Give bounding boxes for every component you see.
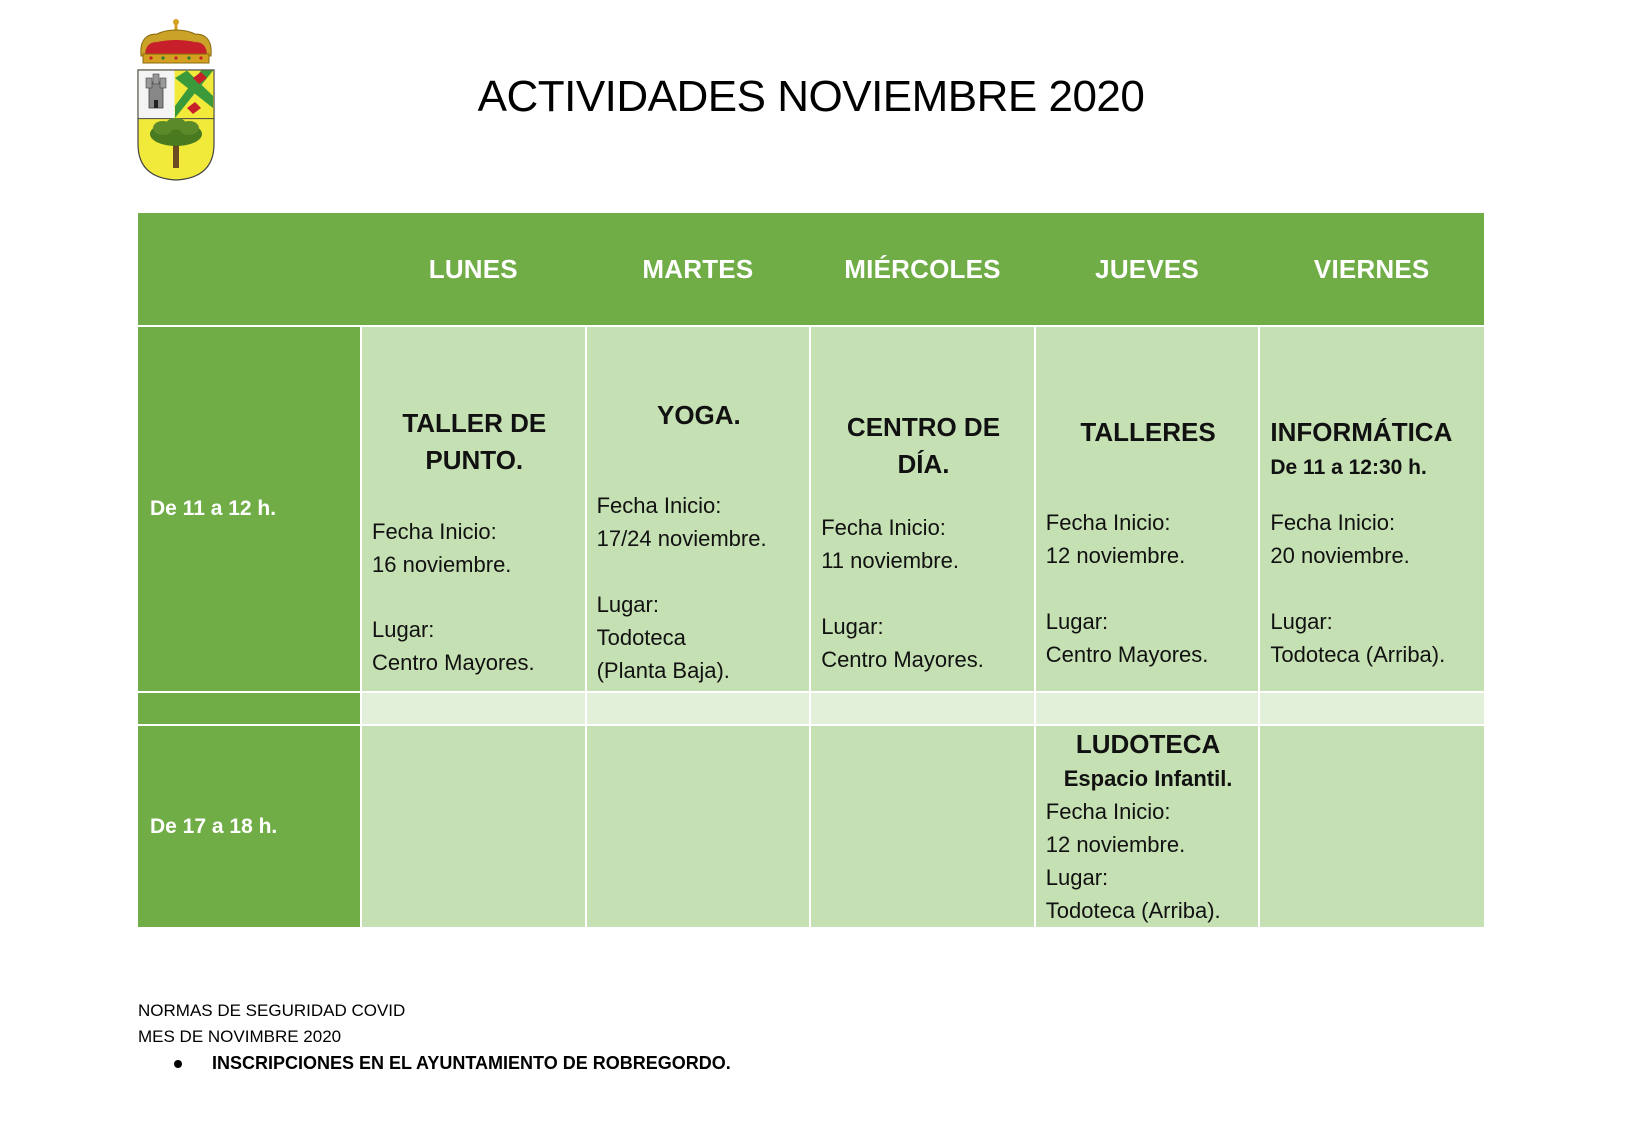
activity-title: LUDOTECA [1075,729,1221,759]
activity-cell-lunes [361,326,586,692]
activities-schedule-table [138,213,1484,927]
place-label: Lugar: [596,592,659,617]
activity-title: YOGA. [656,400,741,430]
activity-title: TALLERES [1080,416,1216,447]
activity-schedule-note: De 11 a 12:30 h. [1270,455,1427,479]
empty-cell-lunes [361,725,586,927]
spacer-row [138,692,1484,725]
day-header-lunes: LUNES [361,213,586,326]
place: Centro Mayores. [372,650,535,675]
activity-subtitle: Espacio Infantil. [1063,766,1233,791]
start-date-label: Fecha Inicio: [372,519,497,544]
time-slot-label: De 11 a 12 h. [138,326,361,692]
spacer-time-cell [138,692,361,725]
start-date-label: Fecha Inicio: [1270,509,1396,535]
place: Centro Mayores. [1045,641,1209,667]
start-date: 20 noviembre. [1270,542,1410,568]
day-header-jueves: JUEVES [1035,213,1260,326]
header-corner-cell [138,213,361,326]
place-label: Lugar: [821,613,884,639]
time-row-morning [138,326,1484,692]
activity-cell-miercoles [810,326,1035,692]
empty-cell-viernes [1259,725,1484,927]
bullet-icon [174,1060,182,1068]
spacer-cell [810,692,1035,725]
activity-title: INFORMÁTICA [1270,416,1453,447]
start-date: 12 noviembre. [1045,832,1186,857]
place-detail: (Planta Baja). [596,658,730,683]
time-row-afternoon [138,725,1484,927]
start-date-label: Fecha Inicio: [821,514,946,540]
registration-text: INSCRIPCIONES EN EL AYUNTAMIENTO DE ROBREGORDO. [212,1053,731,1073]
activity-title: CENTRO DE DÍA. [846,411,1001,479]
start-date: 12 noviembre. [1045,542,1186,568]
start-date-label: Fecha Inicio: [596,493,722,518]
place-label: Lugar: [1045,865,1109,890]
day-header-miercoles: MIÉRCOLES [810,213,1035,326]
place: Todoteca [596,625,686,650]
empty-cell-miercoles [810,725,1035,927]
place: Todoteca (Arriba). [1045,898,1221,923]
place: Centro Mayores. [821,646,984,672]
spacer-cell [586,692,811,725]
spacer-cell [1259,692,1484,725]
notes-line-2: MES DE NOVIMBRE 2020 [138,1027,342,1046]
day-header-viernes: VIERNES [1259,213,1484,326]
day-header-row [138,213,1484,326]
start-date: 11 noviembre. [821,547,959,573]
activity-title: TALLER DE PUNTO. [402,408,547,475]
notes-line-1: NORMAS DE SEGURIDAD COVID [138,1001,406,1020]
spacer-cell [361,692,586,725]
start-date-label: Fecha Inicio: [1045,509,1171,535]
time-slot-label: De 17 a 18 h. [138,725,361,927]
day-header-martes: MARTES [586,213,811,326]
spacer-cell [1035,692,1260,725]
start-date: 16 noviembre. [372,552,512,577]
activity-cell-martes [586,326,811,692]
start-date: 17/24 noviembre. [596,526,767,551]
empty-cell-martes [586,725,811,927]
start-date-label: Fecha Inicio: [1045,799,1171,824]
activity-cell-viernes [1259,326,1484,692]
place-label: Lugar: [372,617,435,642]
registration-note [174,1053,731,1074]
page-title: ACTIVIDADES NOVIEMBRE 2020 [477,72,1145,121]
covid-notes [138,998,405,1050]
place-label: Lugar: [1045,608,1109,634]
activity-cell-jueves [1035,326,1260,692]
activity-cell-jueves [1035,725,1260,927]
place: Todoteca (Arriba). [1270,641,1446,667]
place-label: Lugar: [1270,608,1333,634]
